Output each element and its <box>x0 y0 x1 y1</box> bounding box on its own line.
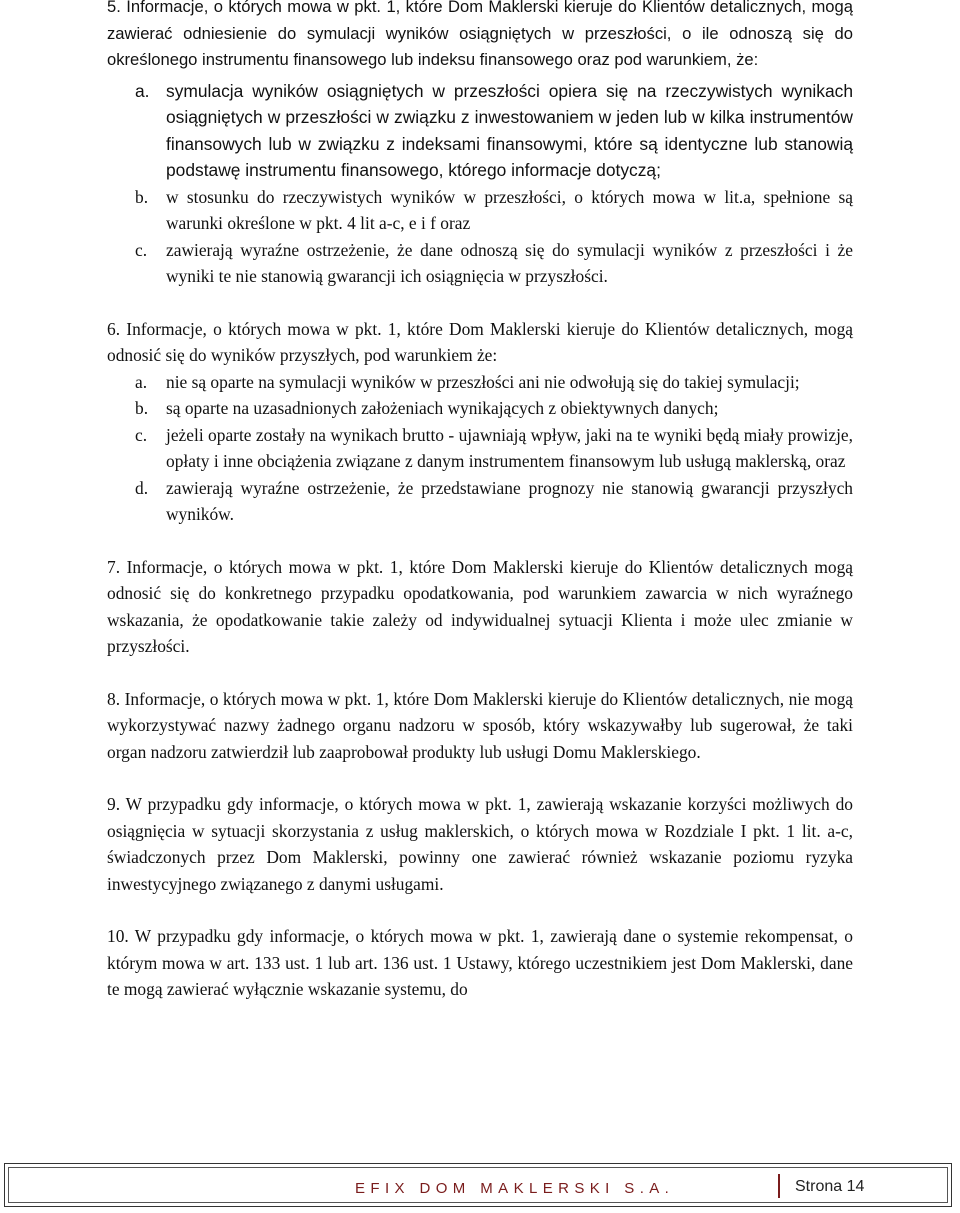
section-7-paragraph: 7. Informacje, o których mowa w pkt. 1, które Dom Maklerski kieruje do Klientów detalicznych mogą odnosić się do konkretnego przypadku opodatkowania, pod warunkiem zawarcia w nich wyraźnego wskazania, że opodatkowanie takie zależy od indywidualnej sytuacji Klienta i może ulec zmianie w przyszłości. <box>107 556 853 656</box>
list-marker: c. <box>135 239 148 260</box>
section-8-paragraph: 8. Informacje, o których mowa w pkt. 1, które Dom Maklerski kieruje do Klientów detalicznych, nie mogą wykorzystywać nazwy żadnego organu nadzoru w sposób, który wskazywałby lub sugerował, że taki organ nadzoru zatwierdził lub zaaprobował produkty lub usługi Domu Maklerskiego. <box>107 688 853 762</box>
footer-separator <box>778 1174 780 1198</box>
list-item <box>107 475 853 528</box>
list-item <box>107 369 853 396</box>
section-9-paragraph: 9. W przypadku gdy informacje, o których mowa w pkt. 1, zawierają wskazanie korzyści możliwych do osiągnięcia w sytuacji skorzystania z usług maklerskich, o których mowa w Rozdziale I pkt. 1 lit. a-c, świadczonych przez Dom Maklerski, powinny one zawierać również wskazanie poziomu ryzyka inwestycyjnego związanego z danymi usługami. <box>107 794 853 894</box>
list-marker: b. <box>135 186 149 207</box>
footer-page-number: Strona 14 <box>795 1178 865 1195</box>
list-item-text: są oparte na uzasadnionych założeniach wynikających z obiektywnych danych; <box>166 398 719 418</box>
section-6-intro: 6. Informacje, o których mowa w pkt. 1, które Dom Maklerski kieruje do Klientów detalicznych, mogą odnosić się do wyników przyszłych, pod warunkiem że: <box>107 318 853 365</box>
list-item-text: zawierają wyraźne ostrzeżenie, że dane odnoszą się do symulacji wyników z przeszłości i że wyniki te nie stanowią gwarancji ich osiągnięcia w przyszłości. <box>166 239 853 286</box>
list-marker: d. <box>135 477 149 498</box>
list-item-text: nie są oparte na symulacji wyników w przeszłości ani nie odwołują się do takiej symulacji; <box>166 371 800 392</box>
document-body <box>107 0 853 1003</box>
section-6-list <box>107 369 853 528</box>
list-item <box>107 184 853 237</box>
list-item <box>107 237 853 290</box>
list-item-text: symulacja wyników osiągniętych w przeszłości opiera się na rzeczywistych wynikach osiągniętych w przeszłości w związku z inwestowaniem w jeden lub w kilka instrumentów finansowych lub w związku z indeksami finansowymi, które są identyczne lub stanowią podstawę instrumentu finansowego, którego informacje dotyczą; <box>166 80 853 180</box>
list-item-text: jeżeli oparte zostały na wynikach brutto - ujawniają wpływ, jaki na te wyniki będą miały prowizje, opłaty i inne obciążenia związane z danym instrumentem finansowym lub usługą maklerską, oraz <box>166 424 853 471</box>
list-marker: b. <box>135 398 149 418</box>
section-5-intro: 5. Informacje, o których mowa w pkt. 1, które Dom Maklerski kieruje do Klientów detalicznych, mogą zawierać odniesienie do symulacji wyników osiągniętych w przeszłości, o ile odnoszą się do określonego instrumentu finansowego lub indeksu finansowego oraz pod warunkiem, że: <box>107 0 853 69</box>
section-10-paragraph: 10. W przypadku gdy informacje, o których mowa w pkt. 1, zawierają dane o systemie rekompensat, o którym mowa w art. 133 ust. 1 lub art. 136 ust. 1 Ustawy, którego uczestnikiem jest Dom Maklerski, dane te mogą zawierać wyłącznie wskazanie systemu, do <box>107 926 853 999</box>
list-item <box>107 422 853 475</box>
list-item-text: zawierają wyraźne ostrzeżenie, że przedstawiane prognozy nie stanowią gwarancji przyszłych wyników. <box>166 477 853 524</box>
list-marker: a. <box>135 80 150 101</box>
list-item <box>107 78 853 184</box>
footer-company-name: EFIX DOM MAKLERSKI S.A. <box>355 1180 675 1197</box>
list-marker: a. <box>135 371 148 392</box>
section-5-list <box>107 78 853 290</box>
page-footer <box>4 1163 952 1207</box>
list-item <box>107 395 853 422</box>
list-marker: c. <box>135 424 148 445</box>
list-item-text: w stosunku do rzeczywistych wyników w przeszłości, o których mowa w lit.a, spełnione są warunki określone w pkt. 4 lit a-c, e i f oraz <box>166 186 853 233</box>
